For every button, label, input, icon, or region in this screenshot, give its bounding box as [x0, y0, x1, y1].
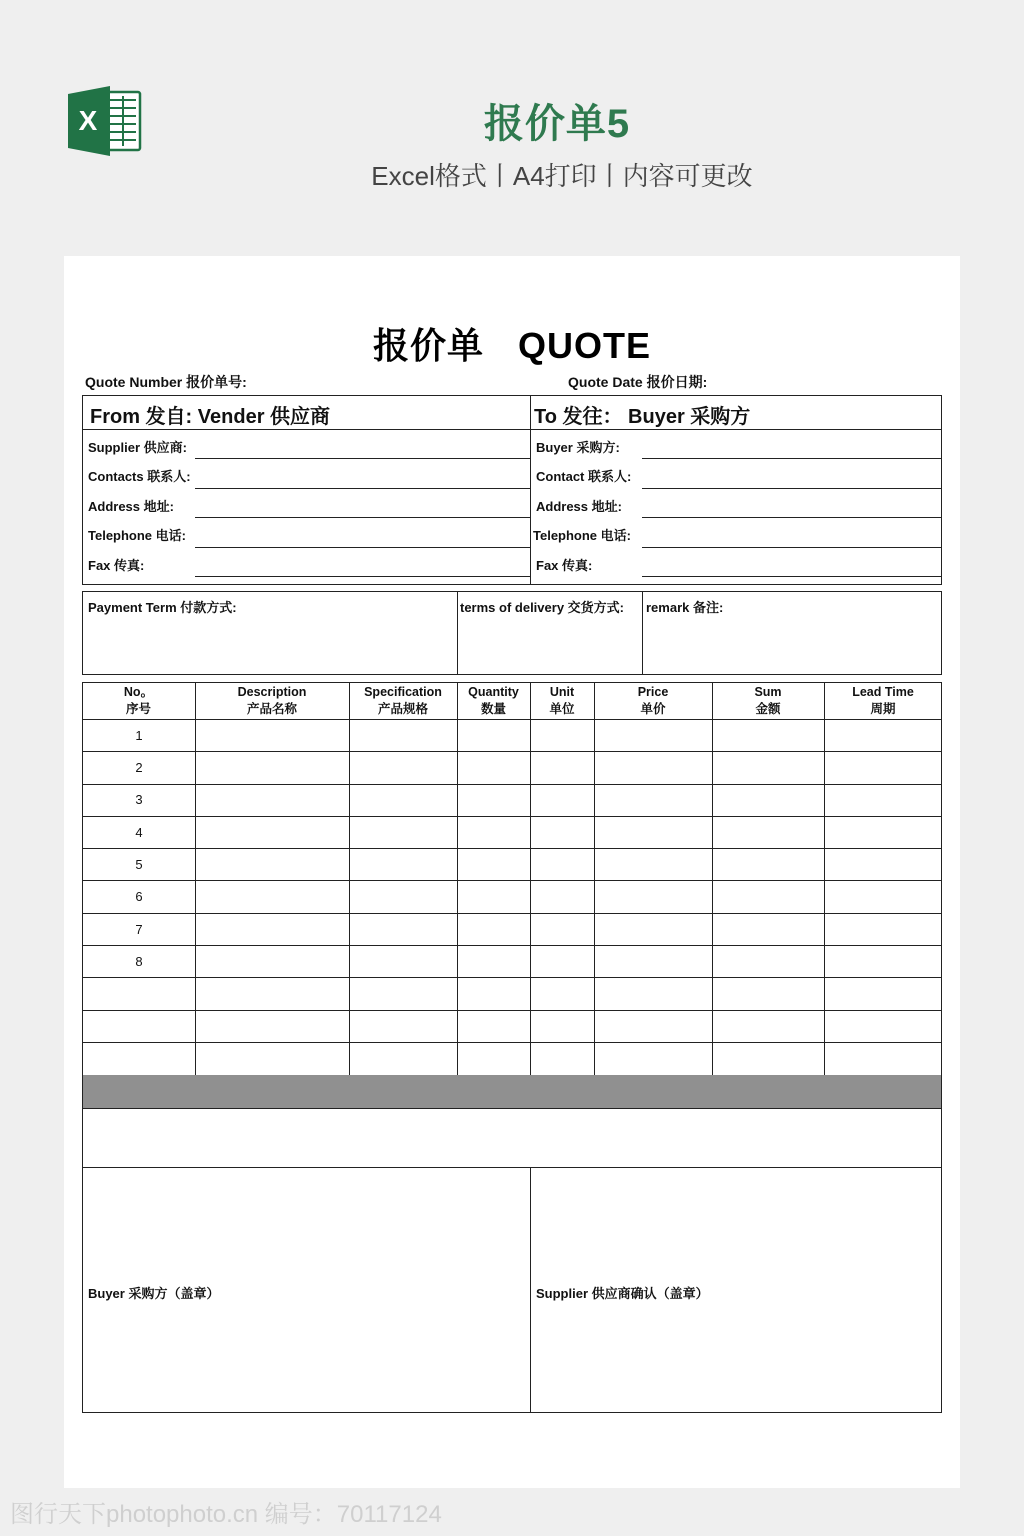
delivery-terms-label: terms of delivery 交货方式:	[460, 600, 624, 615]
summary-bar	[82, 1075, 942, 1108]
items-table	[82, 682, 942, 1076]
title-cn: 报价单	[372, 325, 484, 366]
col-header-lead-time: Lead Time 周期	[852, 685, 914, 716]
remark-label: remark 备注:	[646, 600, 724, 615]
contacts-field-label: Contacts 联系人:	[88, 469, 191, 484]
watermark: 图行天下photophoto.cn 编号：70117124	[10, 1501, 442, 1528]
banner-subtitle: Excel格式丨A4打印丨内容可更改	[371, 161, 753, 191]
supplier-signature-label: Supplier 供应商确认（盖章）	[536, 1286, 709, 1301]
row-number: 4	[135, 825, 143, 840]
document-title	[0, 318, 1024, 369]
to-address-field-label: Address 地址:	[536, 499, 622, 514]
row-number: 6	[135, 889, 143, 904]
title-en: QUOTE	[518, 325, 652, 366]
col-header-no: No。 序号	[123, 685, 154, 716]
buyer-signature-label: Buyer 采购方（盖章）	[88, 1286, 220, 1301]
excel-logo-letter: X	[78, 105, 98, 136]
row-number: 3	[135, 792, 143, 807]
telephone-field-label: Telephone 电话:	[88, 528, 186, 543]
to-telephone-field-label: Telephone 电话:	[533, 528, 631, 543]
contact-field-label: Contact 联系人:	[536, 469, 632, 484]
to-fax-field-label: Fax 传真:	[536, 558, 593, 573]
col-header-specification: Specification 产品规格	[364, 685, 442, 716]
row-number: 2	[135, 760, 143, 775]
buyer-field-label: Buyer 采购方:	[536, 440, 620, 455]
row-number: 8	[135, 954, 143, 969]
payment-term-label: Payment Term 付款方式:	[88, 600, 237, 615]
address-field-label: Address 地址:	[88, 499, 174, 514]
row-number: 1	[135, 728, 143, 743]
col-header-sum: Sum 金额	[754, 685, 782, 716]
row-number: 5	[135, 857, 143, 872]
quote-number-label: Quote Number 报价单号:	[85, 374, 247, 390]
to-header: To 发往： Buyer 采购方	[534, 406, 751, 428]
quote-date-label: Quote Date 报价日期:	[568, 374, 708, 390]
supplier-field-label: Supplier 供应商:	[88, 440, 187, 455]
fax-field-label: Fax 传真:	[88, 558, 145, 573]
col-header-description: Description 产品名称	[237, 685, 307, 716]
col-header-price: Price 单价	[637, 685, 669, 716]
col-header-quantity: Quantity 数量	[468, 685, 519, 716]
from-header: From 发自: Vender 供应商	[90, 406, 331, 428]
banner-title: 报价单5	[483, 102, 631, 146]
col-header-unit: Unit 单位	[549, 685, 575, 716]
summary-area	[82, 1108, 942, 1168]
row-number: 7	[135, 922, 143, 937]
